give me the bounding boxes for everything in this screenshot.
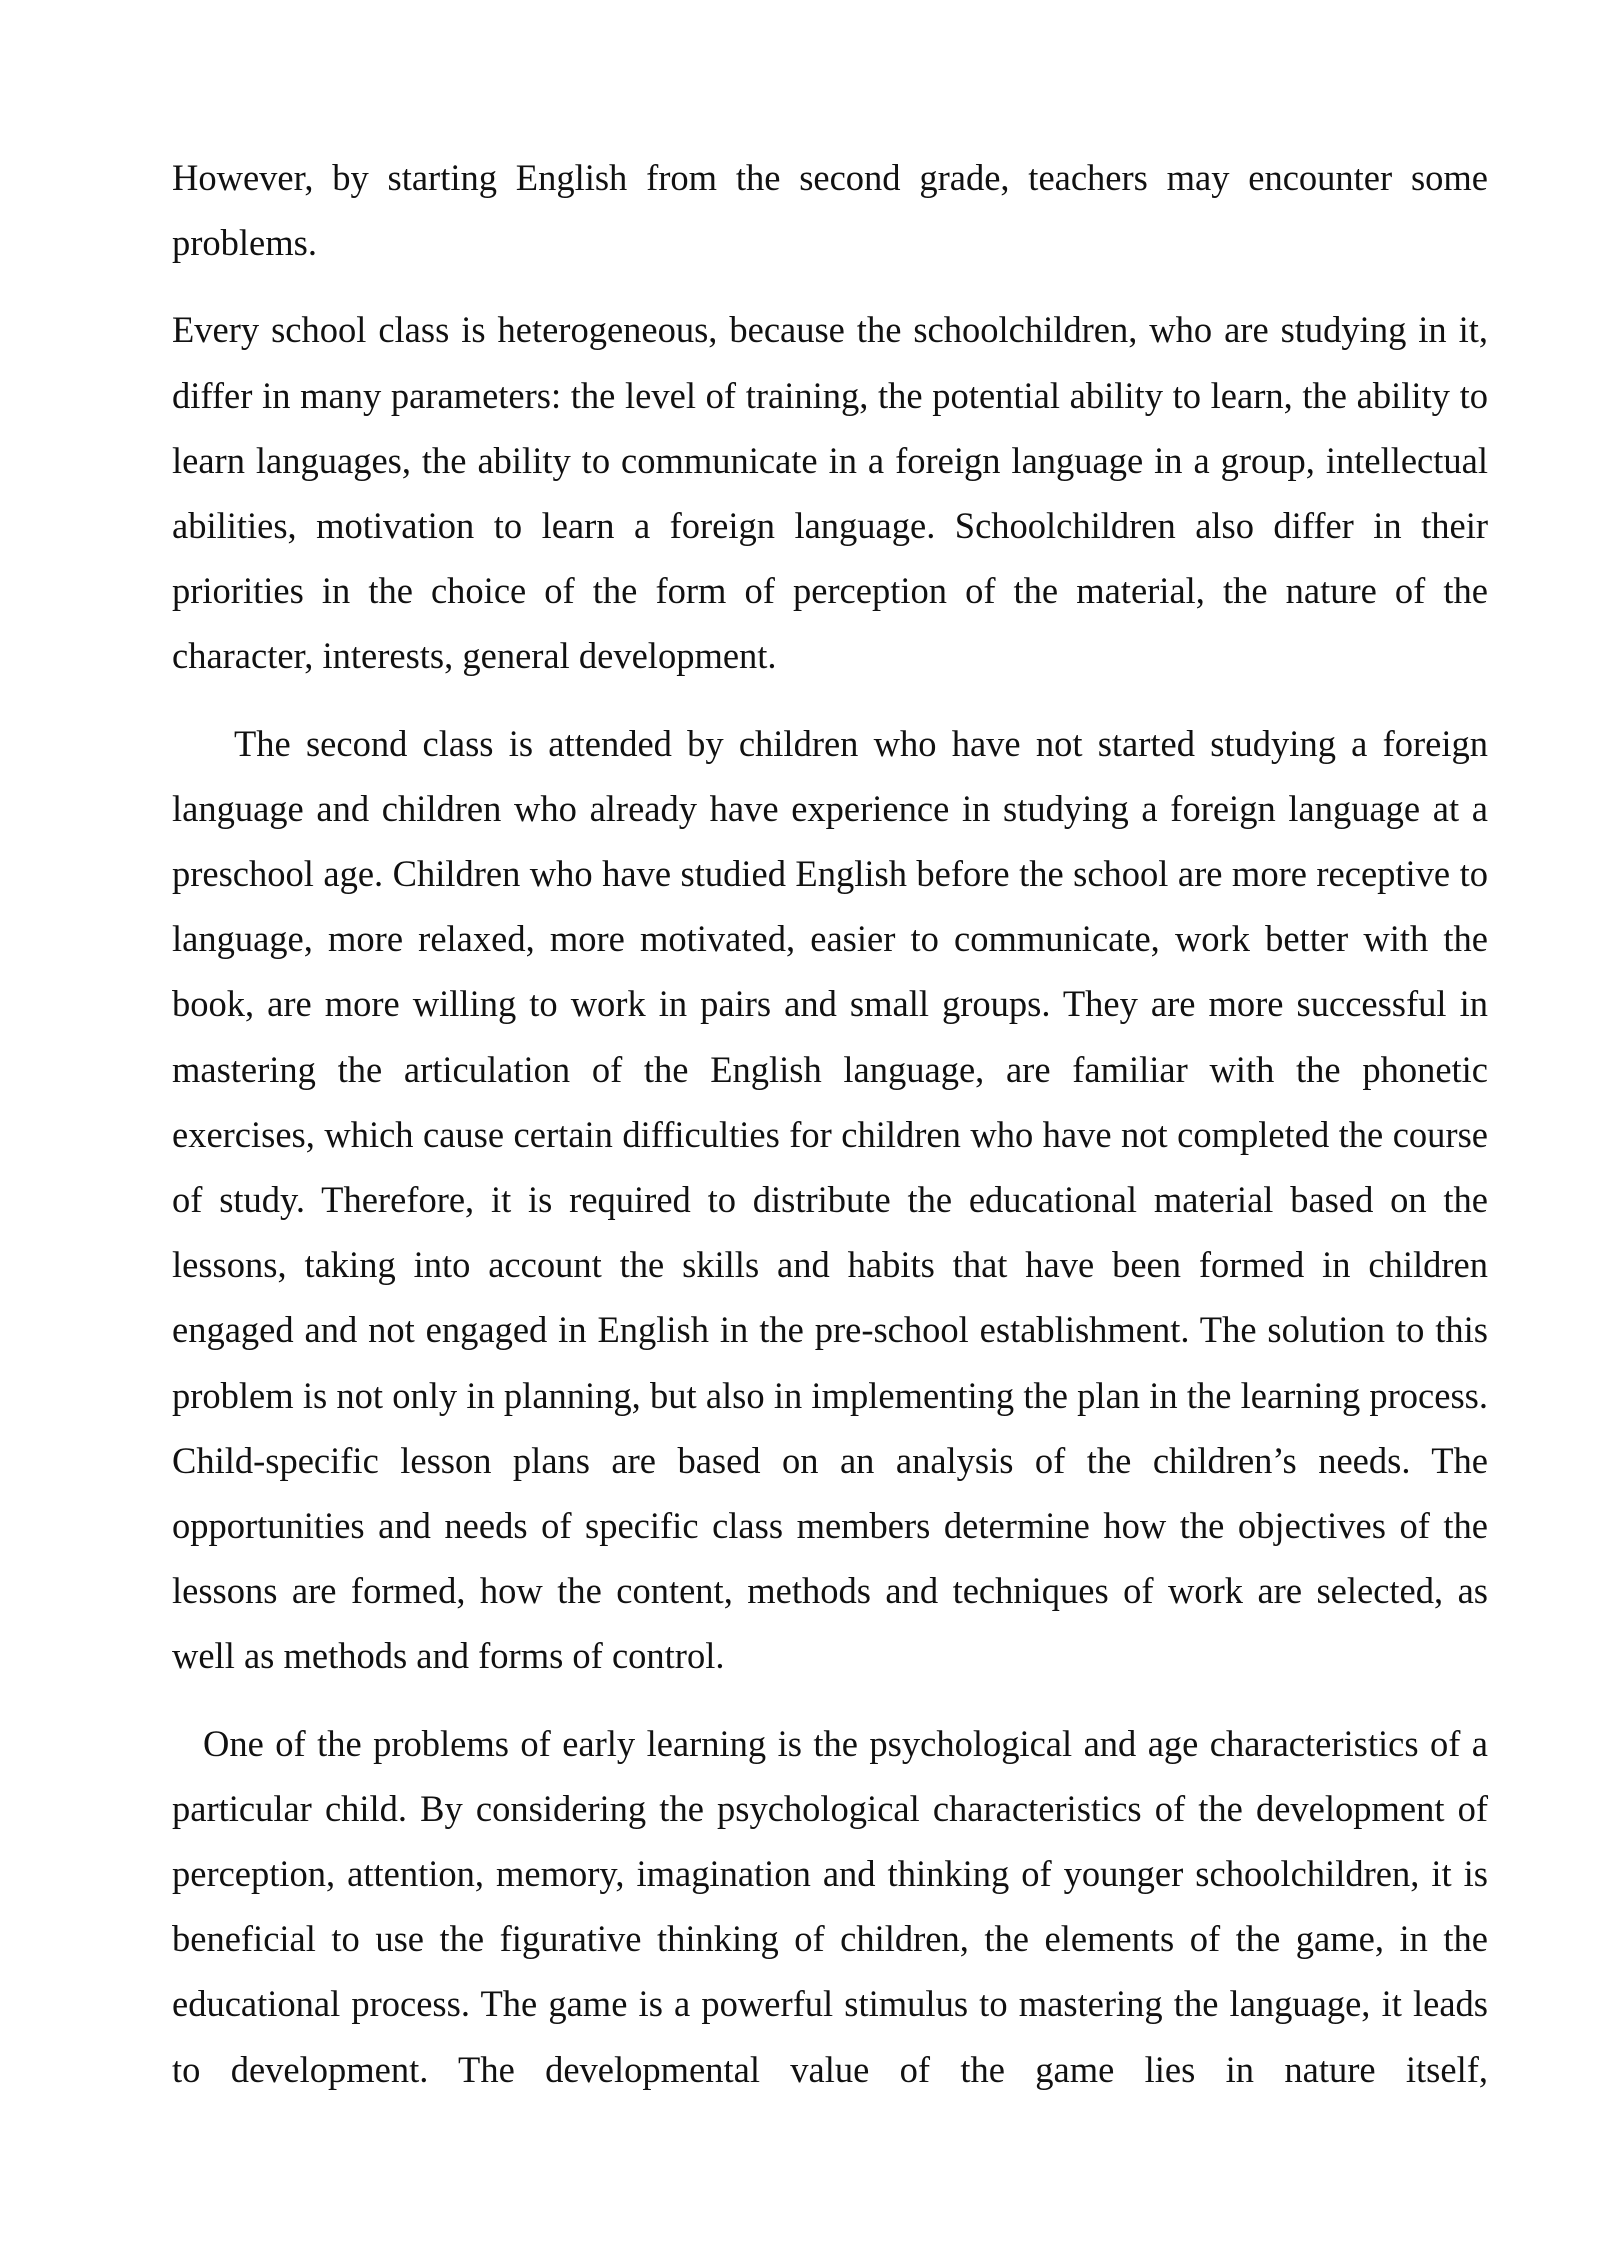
paragraph-second-class: The second class is attended by children who have not started studying a foreign language and children who already have experience in studying a foreign language at a preschool age. Children who have studied English before the school are more receptive to language, more relaxed, more motivated, easier to communicate, work better with the book, are more willing to work in pairs and small groups. They are more successful in mastering the articulation of the English language, are familiar with the phonetic exercises, which cause certain difficulties for children who have not completed the course of study. Therefore, it is required to distribute the educational material based on the lessons, taking into account the skills and habits that have been formed in children engaged and not engaged in English in the pre-school establishment. The solution to this problem is not only in planning, but also in implementing the plan in the learning process. Child-specific lesson plans are based on an analysis of the children’s needs. The opportunities and needs of specific class members determine how the objectives of the lessons are formed, how the content, methods and techniques of work are selected, as well as methods and forms of control. <box>172 722 1488 1677</box>
paragraph-heterogeneous-class: Every school class is heterogeneous, because the schoolchildren, who are studying in it, differ in many parameters: the level of training, the potential ability to learn, the ability to learn languages, the ability to communicate in a foreign language in a group, intellectual abilities, motivation to learn a foreign language. Schoolchildren also differ in their priorities in the choice of the form of perception of the material, the nature of the character, interests, general development. <box>172 309 1488 677</box>
paragraph-early-learning: One of the problems of early learning is the psychological and age characteristics of a particular child. By considering the psychological characteristics of the development of perception, attention, memory, imagination and thinking of younger schoolchildren, it is beneficial to use the figurative thinking of children, the elements of the game, in the educational process. The game is a powerful stimulus to mastering the language, it leads to development. The developmental value of the game lies in nature itself, <box>172 1722 1488 2090</box>
paragraph-intro: However, by starting English from the second grade, teachers may encounter some problems. <box>172 157 1488 264</box>
document-page <box>172 145 1488 2102</box>
